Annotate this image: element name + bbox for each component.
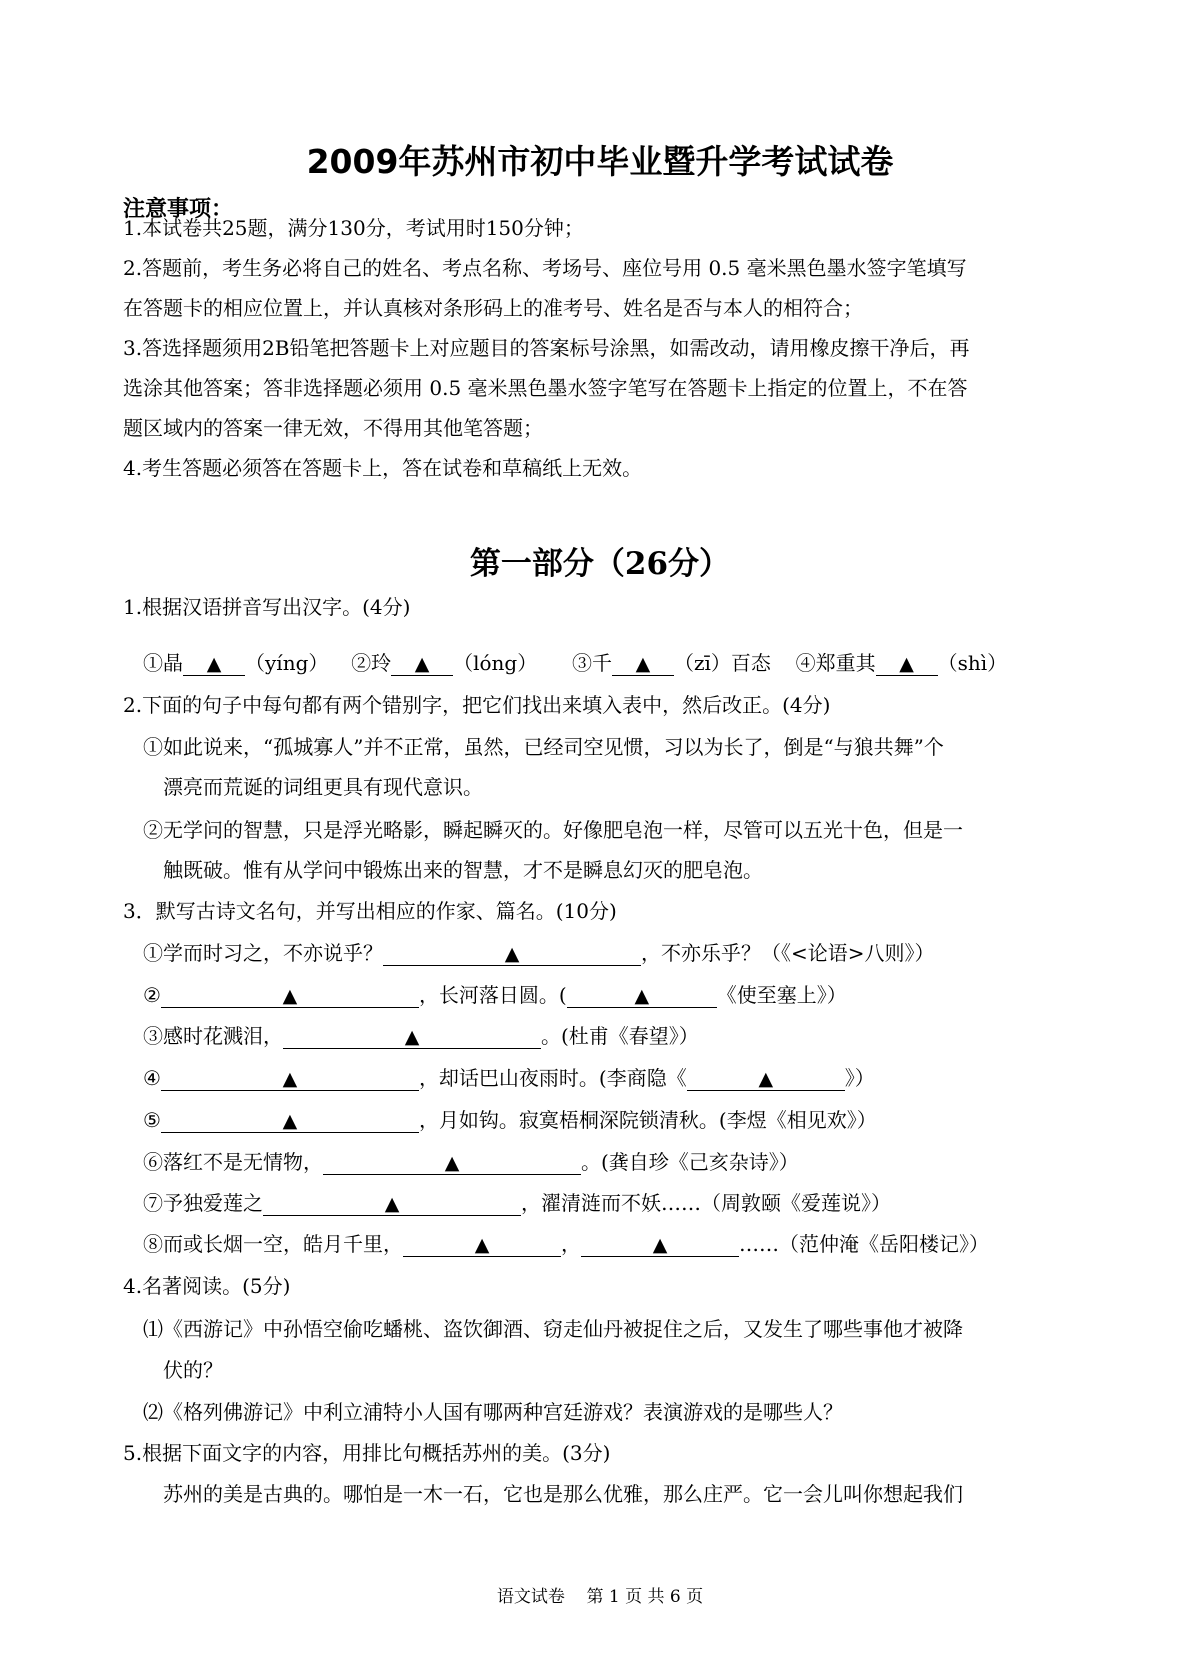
answer-blank[interactable] <box>581 1233 739 1257</box>
answer-blank[interactable] <box>687 1067 845 1091</box>
poem-line-6 <box>143 1150 799 1175</box>
question-5-stem: 5.根据下面文字的内容，用排比句概括苏州的美。(3分) <box>123 1441 611 1465</box>
question-4-stem: 4.名著阅读。(5分) <box>123 1274 291 1298</box>
triangle-icon: ▲ <box>474 1234 490 1256</box>
answer-blank[interactable] <box>161 1067 419 1091</box>
line-text: ，长河落日圆。( <box>418 983 567 1007</box>
triangle-icon: ▲ <box>282 1110 298 1132</box>
question-3-stem: 3．默写古诗文名句，并写出相应的作家、篇名。(10分) <box>123 899 617 923</box>
notice-line: 在答题卡的相应位置上，并认真核对条形码上的准考号、姓名是否与本人的相符合； <box>123 296 863 320</box>
line-text: ③感时花溅泪， <box>143 1024 283 1048</box>
triangle-icon: ▲ <box>634 985 650 1007</box>
line-text: ，月如钩。寂寞梧桐深院锁清秋。(李煜《相见欢》） <box>418 1108 877 1132</box>
triangle-icon: ▲ <box>444 1152 460 1174</box>
item-suffix: （yíng） <box>245 651 329 675</box>
triangle-icon: ▲ <box>899 653 914 675</box>
answer-blank[interactable] <box>263 1192 521 1216</box>
triangle-icon: ▲ <box>758 1068 774 1090</box>
notice-line: 选涂其他答案；答非选择题必须用 0.5 毫米黑色墨水签字笔写在答题卡上指定的位置上，不在答 <box>123 376 968 400</box>
triangle-icon: ▲ <box>414 653 430 675</box>
line-text: ①学而时习之，不亦说乎？ <box>143 941 383 965</box>
poem-line-1 <box>143 941 935 966</box>
line-text: ④ <box>143 1066 161 1090</box>
answer-blank[interactable] <box>283 1025 541 1049</box>
exam-title: 2009年苏州市初中毕业暨升学考试试卷 <box>306 142 894 181</box>
item-prefix: ②玲 <box>351 651 392 675</box>
poem-line-2 <box>143 983 847 1008</box>
line-text: ，却话巴山夜雨时。(李商隐《 <box>418 1066 687 1090</box>
poem-line-3 <box>143 1024 699 1049</box>
question-1-items <box>143 651 1007 676</box>
answer-blank[interactable] <box>612 652 674 676</box>
question-2-line: 漂亮而荒诞的词组更具有现代意识。 <box>163 775 483 799</box>
line-text: ② <box>143 983 161 1007</box>
answer-blank[interactable] <box>161 1109 419 1133</box>
triangle-icon: ▲ <box>282 985 298 1007</box>
notice-line: 1.本试卷共25题，满分130分，考试用时150分钟； <box>123 216 584 240</box>
line-text: ⑤ <box>143 1108 161 1132</box>
notice-line: 4.考生答题必须答在答题卡上，答在试卷和草稿纸上无效。 <box>123 456 643 480</box>
question-4-line: ⑴《西游记》中孙悟空偷吃蟠桃、盗饮御酒、窃走仙丹被捉住之后，又发生了哪些事他才被降 <box>143 1317 963 1341</box>
answer-blank[interactable] <box>876 652 938 676</box>
answer-blank[interactable] <box>567 984 717 1008</box>
item-prefix: ③千 <box>571 651 612 675</box>
line-text: ，不亦乐乎？（《<论语>八则》） <box>641 941 935 965</box>
notice-line: 2.答题前，考生务必将自己的姓名、考点名称、考场号、座位号用 0.5 毫米黑色墨水签字笔填写 <box>123 256 967 280</box>
answer-blank[interactable] <box>161 984 419 1008</box>
notice-line: 3.答选择题须用2B铅笔把答题卡上对应题目的答案标号涂黑，如需改动，请用橡皮擦干净后，再 <box>123 336 970 360</box>
answer-blank[interactable] <box>383 942 641 966</box>
line-text: 《使至塞上》） <box>716 983 847 1007</box>
answer-blank[interactable] <box>391 652 453 676</box>
question-1-stem: 1.根据汉语拼音写出汉字。(4分) <box>123 595 411 619</box>
line-text: ， <box>561 1232 581 1256</box>
line-text: 。(龚自珍《己亥杂诗》） <box>581 1150 799 1174</box>
poem-line-7 <box>143 1191 891 1216</box>
triangle-icon: ▲ <box>635 653 651 675</box>
question-2-line: 触既破。惟有从学问中锻炼出来的智慧，才不是瞬息幻灭的肥皂泡。 <box>163 858 763 882</box>
line-text: 》） <box>844 1066 875 1090</box>
question-2-line: ②无学问的智慧，只是浮光略影，瞬起瞬灭的。好像肥皂泡一样，尽管可以五光十色，但是一 <box>143 818 963 842</box>
poem-line-4 <box>143 1066 875 1091</box>
line-text: ……（范仲淹《岳阳楼记》） <box>739 1232 989 1256</box>
question-4-line: ⑵《格列佛游记》中利立浦特小人国有哪两种宫廷游戏？表演游戏的是哪些人？ <box>143 1400 843 1424</box>
line-text: ⑧而或长烟一空，皓月千里， <box>143 1232 403 1256</box>
answer-blank[interactable] <box>323 1151 581 1175</box>
answer-blank[interactable] <box>403 1233 561 1257</box>
answer-blank[interactable] <box>183 652 245 676</box>
line-text: 。(杜甫《春望》） <box>541 1024 699 1048</box>
line-text: ，濯清涟而不妖……（周敦颐《爱莲说》） <box>521 1191 891 1215</box>
page-footer: 语文试卷 第 1 页 共 6 页 <box>496 1587 704 1607</box>
triangle-icon: ▲ <box>282 1068 298 1090</box>
poem-line-5 <box>143 1108 877 1133</box>
poem-line-8 <box>143 1232 989 1257</box>
item-suffix: （zī）百态 <box>673 651 771 675</box>
item-prefix: ④郑重其 <box>795 651 876 675</box>
item-suffix: （lóng） <box>453 651 538 675</box>
item-prefix: ①晶 <box>143 651 183 675</box>
line-text: ⑦予独爱莲之 <box>143 1191 263 1215</box>
notice-line: 题区域内的答案一律无效，不得用其他笔答题； <box>123 416 543 440</box>
section-title: 第一部分（26分） <box>469 546 731 582</box>
triangle-icon: ▲ <box>404 1026 420 1048</box>
question-2-line: ①如此说来，“孤城寡人”并不正常，虽然，已经司空见惯，习以为长了，倒是“与狼共舞”个 <box>143 735 944 759</box>
notice-heading: 注意事项： <box>123 197 234 222</box>
item-suffix: （shì） <box>937 651 1008 675</box>
question-5-passage: 苏州的美是古典的。哪怕是一木一石，它也是那么优雅，那么庄严。它一会儿叫你想起我们 <box>163 1482 963 1506</box>
triangle-icon: ▲ <box>384 1193 400 1215</box>
line-text: ⑥落红不是无情物， <box>143 1150 323 1174</box>
question-2-stem: 2.下面的句子中每句都有两个错别字，把它们找出来填入表中，然后改正。(4分) <box>123 693 831 717</box>
triangle-icon: ▲ <box>652 1234 668 1256</box>
triangle-icon: ▲ <box>504 943 520 965</box>
triangle-icon: ▲ <box>206 653 222 675</box>
question-4-line: 伏的？ <box>163 1358 223 1382</box>
